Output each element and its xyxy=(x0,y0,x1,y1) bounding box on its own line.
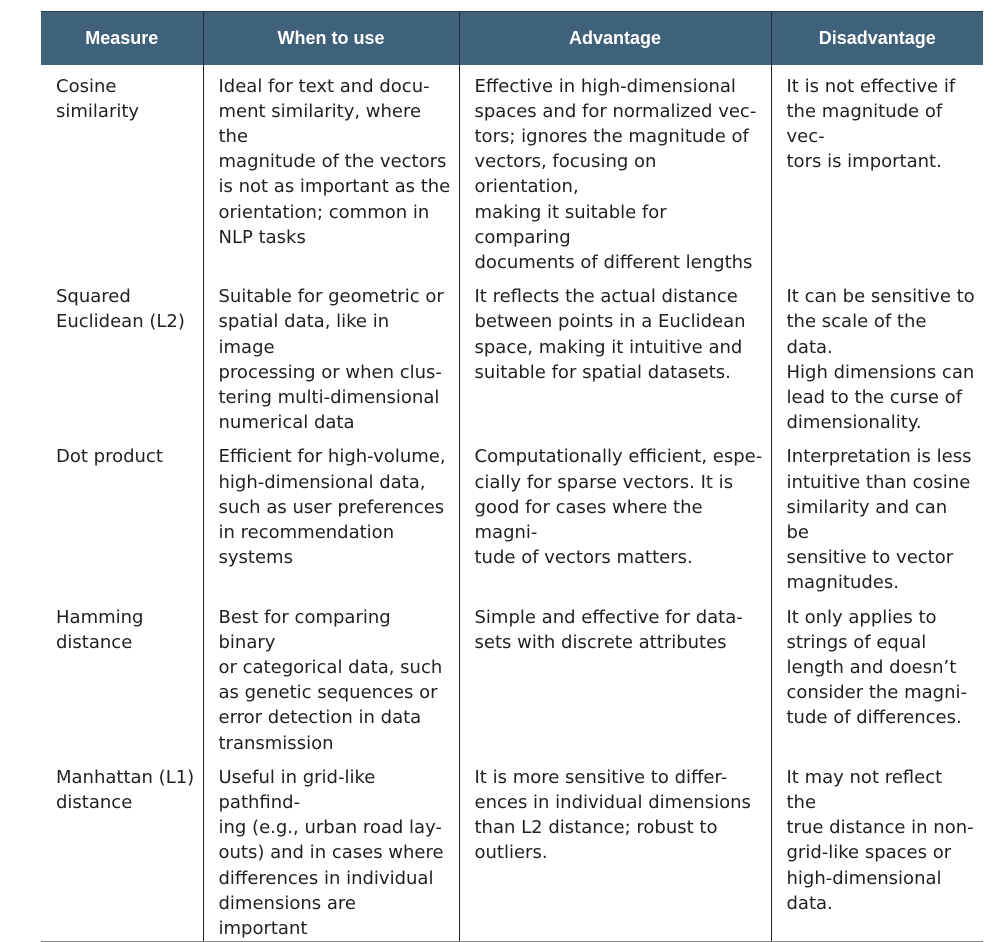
cell-advantage: Simple and effective for data- sets with discrete attributes xyxy=(459,596,771,756)
cell-when-to-use: Suitable for geometric or spatial data, like in image processing or when clus- tering multi-dimensional numerical data xyxy=(203,275,459,435)
table-header xyxy=(41,12,983,65)
cell-measure: Manhattan (L1) distance xyxy=(41,756,203,942)
table-row-dot-product xyxy=(41,435,983,595)
header-advantage: Advantage xyxy=(459,12,771,65)
cell-measure: Hamming distance xyxy=(56,606,144,653)
header-disadvantage: Disadvantage xyxy=(771,12,983,65)
cell-advantage: Computationally efficient, espe- cially for sparse vectors. It is good for cases where the magni- tude of vectors matters. xyxy=(459,435,771,595)
cell-when-to-use: Useful in grid-like pathfind- ing (e.g., urban road lay- outs) and in cases where differences in individual dimensions are important xyxy=(203,756,459,942)
cell-advantage: It reflects the actual distance between points in a Euclidean space, making it intuitive and suitable for spatial datasets. xyxy=(459,275,771,435)
table-row-manhattan-distance xyxy=(41,756,983,942)
cell-disadvantage: It is not effective if the magnitude of vec- tors is important. xyxy=(771,65,983,276)
table-row-hamming-distance xyxy=(41,596,983,756)
header-measure: Measure xyxy=(41,12,203,65)
header-when-to-use: When to use xyxy=(203,12,459,65)
cell-advantage: Effective in high-dimensional spaces and for normalized vec- tors; ignores the magnitude of vectors, focusing on orientation, making it suitable for comparing documents of different lengths xyxy=(459,65,771,276)
cell-when-to-use: Efficient for high-volume, high-dimensional data, such as user preferences in recommendation systems xyxy=(203,435,459,595)
cell-when-to-use: Ideal for text and docu- ment similarity, where the magnitude of the vectors is not as important as the orientation; common in NLP tasks xyxy=(203,65,459,276)
table-body xyxy=(41,65,983,942)
cell-disadvantage: It can be sensitive to the scale of the data. High dimensions can lead to the curse of dimensionality. xyxy=(771,275,983,435)
cell-disadvantage: It may not reflect the true distance in non- grid-like spaces or high-dimensional data. xyxy=(771,756,983,942)
cell-measure: Cosine similarity xyxy=(56,75,140,122)
cell-disadvantage: Interpretation is less intuitive than cosine similarity and can be sensitive to vector magnitudes. xyxy=(771,435,983,595)
cell-when-to-use: Best for comparing binary or categorical data, such as genetic sequences or error detection in data transmission xyxy=(203,596,459,756)
cell-disadvantage: It only applies to strings of equal length and doesn’t consider the magni- tude of differences. xyxy=(771,596,983,756)
table-row-cosine-similarity xyxy=(41,65,983,276)
cell-measure: Squared Euclidean (L2) xyxy=(56,286,185,333)
header-row xyxy=(41,12,983,65)
cell-measure: Dot product xyxy=(56,446,163,468)
cell-advantage: It is more sensitive to differ- ences in individual dimensions than L2 distance; robust to outliers. xyxy=(459,756,771,942)
table-row-squared-euclidean xyxy=(41,275,983,435)
distance-measures-table xyxy=(41,11,983,942)
